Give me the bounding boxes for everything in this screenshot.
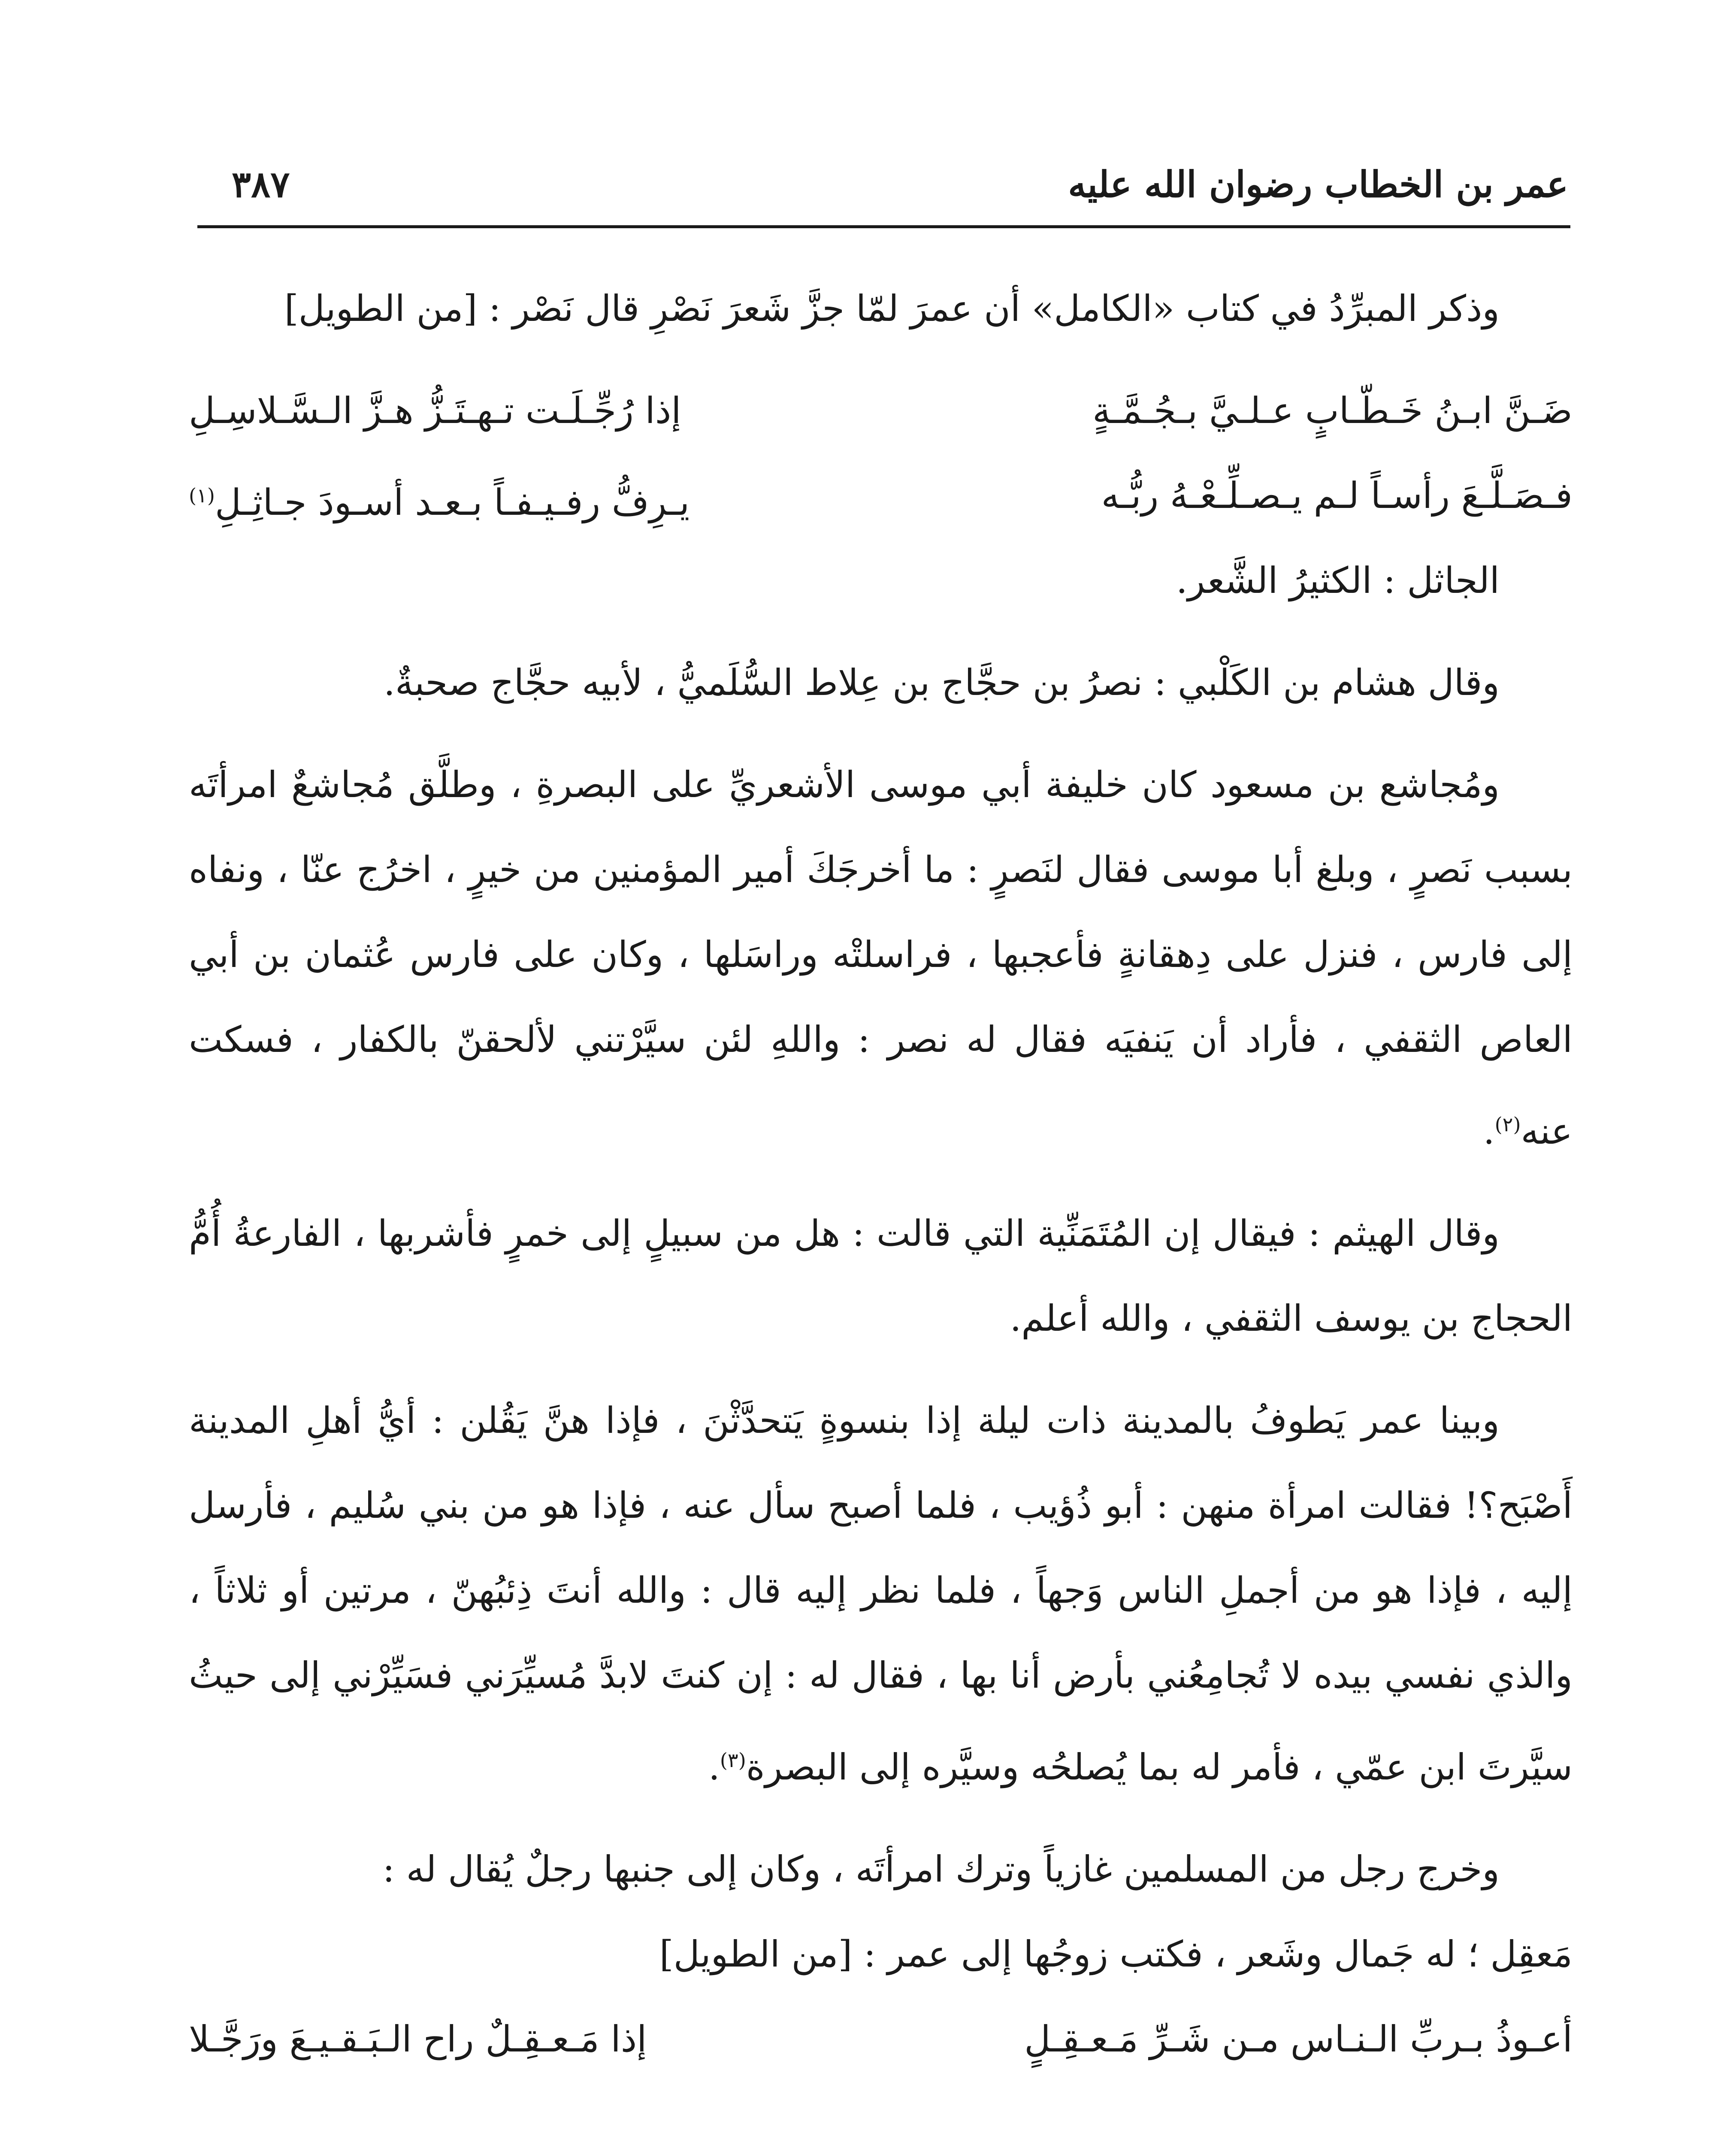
paragraph-mujashi [189,742,1573,1174]
verse-1-second-hemistich: إذا رُجِّـلَـت تـهـتَـزُّ هـزَّ الـسَّـلاسِـلِ [189,390,681,432]
verse-2-second-hemistich [189,453,690,538]
footnote-ref-2: (٢) [1494,1113,1521,1136]
verse-line-2 [189,453,1573,538]
paragraph-hisham: وقال هشام بن الكَلْبي : نصرُ بن حجَّاج بن عِلاط السُّلَميُّ ، لأبيه حجَّاج صحبةٌ. [384,662,1500,704]
verse-2-first-hemistich: فـصَـلَّـعَ رأسـاً لـم يـصـلِّـعْـهُ ربُّـه [1101,474,1573,517]
header-title: عمر بن الخطاب رضوان الله عليه [1068,163,1568,205]
paragraph-abu-dhuayb [189,1378,1573,1810]
paragraph-mujashi-end: . [1483,1110,1495,1152]
footnote-ref-1: (١) [189,484,215,507]
verse-line-3 [189,1997,1573,2082]
verse-3-first-hemistich: أعـوذُ بـربِّ الـنـاس مـن شَـرِّ مَـعـقِـلٍ [1024,2018,1573,2060]
paragraph-abu-dhuayb-text: وبينا عمر يَطوفُ بالمدينة ذات ليلة إذا بنسوةٍ يَتحدَّثْنَ ، فإذا هنَّ يَقُلن : أيُّ أهلِ المدينة أَصْبَح؟! فقالت امرأة منهن : أبو ذُؤيب ، فلما أصبح سأل عنه ، فإذا هو من بني سُليم ، فأرسل إليه ، فإذا هو من أجملِ الناس وَجهاً ، فلما نظر إليه قال : والله أنتَ ذِئبُهنّ ، مرتين أو ثلاثاً ، والذي نفسي بيده لا تُجامِعُني بأرض أنا بها ، فقال له : إن كنتَ لابدَّ مُسيِّرَني فسَيِّرْني إلى حيثُ سيَّرتَ ابن عمّي ، فأمر له بما يُصلحُه وسيَّره إلى البصرة [189,1399,1573,1788]
paragraph-mujashi-text: ومُجاشع بن مسعود كان خليفة أبي موسى الأشعريِّ على البصرةِ ، وطلَّق مُجاشعٌ امرأتَه بسبب نَصرٍ ، وبلغ أبا موسى فقال لنَصرٍ : ما أخرجَكَ أمير المؤمنين من خيرٍ ، اخرُج عنّا ، ونفاه إلى فارس ، فنزل على دِهقانةٍ فأعجبها ، فراسلتْه وراسَلها ، وكان على فارس عُثمان بن أبي العاص الثقفي ، فأراد أن يَنفيَه فقال له نصر : واللهِ لئن سيَّرْتني لألحقنّ بالكفار ، فسكت عنه [189,764,1573,1152]
paragraph-maqil-line-1: وخرج رجل من المسلمين غازياً وترك امرأتَه ، وكان إلى جنبها رجلٌ يُقال له : [382,1848,1500,1890]
gloss-jathil: الجاثل : الكثيرُ الشَّعر. [1176,559,1500,601]
paragraph-haytham: وقال الهيثم : فيقال إن المُتَمَنِّية التي قالت : هل من سبيلٍ إلى خمرٍ فأشربها ، الفارعةُ أُمُّ الحجاج بن يوسف الثقفي ، والله أعلم. [189,1212,1573,1339]
paragraph-abu-dhuayb-end: . [708,1746,720,1788]
page-number: ٣٨٧ [232,163,290,205]
verse-line-1 [189,368,1573,453]
paragraph-mubarrad: وذكر المبرِّدُ في كتاب «الكامل» أن عمرَ لمّا جزَّ شَعرَ نَصْرِ قال نَصْر : [من الطويل] [284,287,1500,329]
verse-2-text: يـرِفُّ رفـيـفـاً بـعـد أسـودَ جـاثِـلِ [215,481,690,523]
main-text [189,266,1573,2082]
verse-1-first-hemistich: ضَـنَّ ابـنُ خَـطّـابٍ عـلـيَّ بـجُـمَّـةٍ [1092,390,1573,432]
verse-3-second-hemistich: إذا مَـعـقِـلٌ راح الـبَـقـيـعَ ورَجَّـلا [189,2018,647,2060]
paragraph-maqil-line-2: مَعقِل ؛ له جَمال وشَعر ، فكتب زوجُها إلى عمر : [من الطويل] [659,1933,1573,1975]
header-divider [197,225,1570,228]
running-header [232,163,1568,210]
footnote-ref-3: (٣) [720,1749,746,1772]
